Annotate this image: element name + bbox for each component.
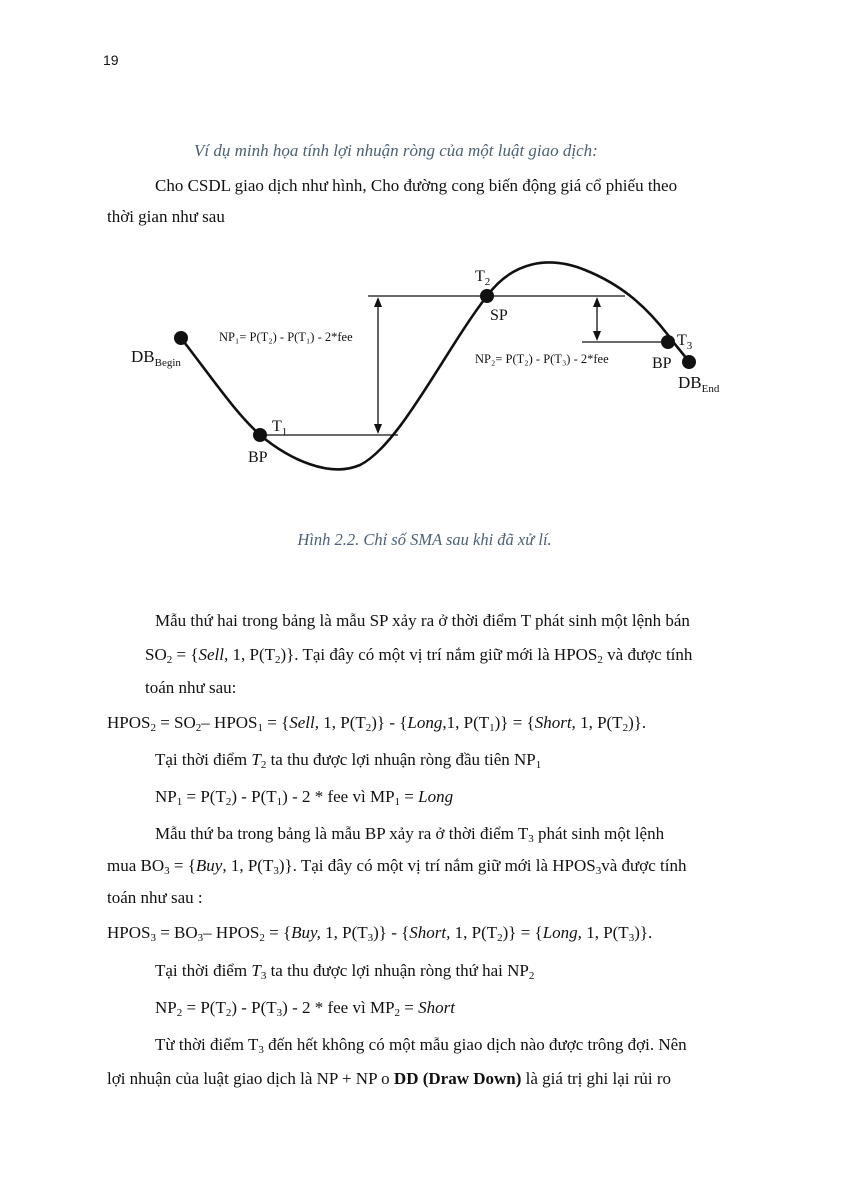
- p1-line-3: toán như sau:: [145, 678, 237, 697]
- db-end-point: [682, 355, 696, 369]
- t2-point: [480, 289, 494, 303]
- np2-formula-label: NP₂= P(T₂) - P(T₃) - 2*fee: [475, 352, 609, 366]
- example-heading: Ví dụ minh họa tính lợi nhuận ròng của một luật giao dịch:: [194, 141, 598, 160]
- price-curve-figure: [110, 255, 750, 490]
- t2-label: $T_2$: [475, 268, 491, 288]
- p2-line-1: Mẫu thứ ba trong bảng là mẫu BP xảy ra ở thời điểm $T_3$ phát sinh một lệnh: [155, 824, 665, 845]
- equation-hpos2: $HPOS_2 = SO_2-$ $HPOS_1$ = {Sell, 1, $P(T_2)$} - {Long,1, $P(T_1)$} = {Short, 1, $P(T_2)$}.: [107, 713, 647, 734]
- equation-hpos3: $HPOS_3 = BO_3-$ $HPOS_2 = \{Buy$, 1, $P(T_3)$} - {Short, 1, $P(T_2)$} = {Long, 1, $P(T_3)$}.: [107, 923, 653, 944]
- p1-line-1: Mẫu thứ hai trong bảng là mẫu SP xảy ra ở thời điểm T phát sinh một lệnh bán: [155, 611, 690, 630]
- intro-line-2: thời gian như sau: [107, 207, 225, 226]
- figure-caption: Hình 2.2. Chỉ số SMA sau khi đã xử lí.: [297, 530, 552, 549]
- page-number: 19: [103, 52, 119, 68]
- db-begin-point: [174, 331, 188, 345]
- p1-line-2: $SO_2$ = {Sell, 1, $P(T_2)$}. Tại đây có một vị trí nắm giữ mới là $HPOS_2$ và được tính: [145, 645, 693, 666]
- p2-line-3: toán như sau :: [107, 888, 203, 907]
- t1-label: $T_1$: [272, 418, 288, 438]
- bp2-label: BP: [652, 355, 672, 372]
- p2-line-2: mua $BO_3 = \{Buy$, 1, $P(T_3)$}. Tại đây có một vị trí nắm giữ mới là $HPOS_3và$ được tính: [107, 856, 687, 877]
- t1-point: [253, 428, 267, 442]
- sp-label: SP: [490, 307, 508, 324]
- db-begin-label: $DB_{Begin}$: [131, 347, 181, 369]
- db-end-label: $DB_{End}$: [678, 373, 720, 395]
- np1-line: Tại thời điểm $T_2$ ta thu được lợi nhuận ròng đầu tiên $NP_1$: [155, 750, 542, 771]
- p3-line-2: lợi nhuận của luật giao dịch là NP + NP o DD (Draw Down) là giá trị ghi lại rủi ro: [107, 1069, 672, 1088]
- t3-label: $T_3$: [677, 332, 693, 352]
- bp1-label: BP: [248, 449, 268, 466]
- p3-line-1: Từ thời điểm $T_3$ đến hết không có một mẫu giao dịch nào được trông đợi. Nên: [155, 1035, 687, 1056]
- np1-formula: $NP_1 = P(T_2) - P(T_1) - 2$ * fee vì $MP_1$ = Long: [155, 787, 454, 808]
- np2-formula: $NP_2 = P(T_2) - P(T_3) - 2$ * fee vì $MP_2$ = Short: [155, 998, 455, 1019]
- np2-line: Tại thời điểm $T_3$ ta thu được lợi nhuận ròng thứ hai $NP_2$: [155, 961, 535, 982]
- np1-formula-label: NP₁= P(T₂) - P(T₁) - 2*fee: [219, 330, 353, 344]
- t3-point: [661, 335, 675, 349]
- intro-line-1: Cho CSDL giao dịch như hình, Cho đường cong biến động giá cổ phiếu theo: [155, 176, 678, 195]
